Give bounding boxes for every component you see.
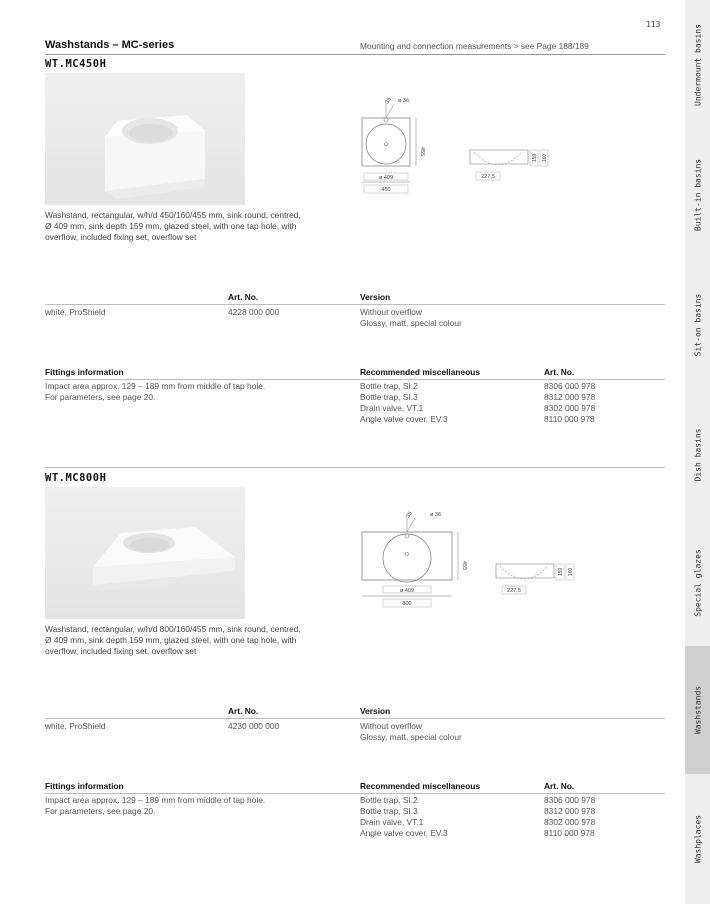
list-item: Bottle trap, SI.2: [360, 381, 418, 391]
list-item: 8110 000 978: [544, 414, 595, 424]
technical-drawing: [358, 506, 598, 621]
list-item: Drain valve, VT.1: [360, 817, 424, 827]
version-list: Without overflow Glossy, matt, special colour: [360, 721, 462, 742]
tab-dish-basins[interactable]: Dish basins: [693, 428, 702, 482]
misc-art-header: Art. No.: [544, 367, 575, 377]
misc-list: [360, 381, 448, 425]
list-item: Bottle trap, SI.3: [360, 392, 418, 402]
angle-label: 35: [405, 510, 414, 519]
list-item: 8306 000 978: [544, 381, 596, 391]
tab-sit-on-basins[interactable]: Sit-on basins: [693, 293, 702, 357]
tab-special-glazes[interactable]: Special glazes: [693, 549, 702, 617]
fittings-text: Impact area approx. 129 – 189 mm from middle of tap hole. For parameters, see page 20.: [45, 795, 266, 816]
technical-drawing: [358, 92, 558, 207]
page-number: 113: [646, 20, 661, 29]
side-height-label: 160: [542, 153, 548, 163]
bowl-diameter-label: ø 409: [399, 588, 415, 594]
tab-washplaces[interactable]: Washplaces: [693, 814, 702, 864]
fittings-text: Impact area approx. 129 – 189 mm from middle of tap hole. For parameters, see page 20.: [45, 381, 266, 402]
tap-diameter-label: ø 36: [398, 98, 410, 104]
version-header: Version: [360, 292, 391, 302]
misc-header: Recommended miscellaneous: [360, 781, 481, 791]
section-sidebar: [685, 0, 710, 904]
list-item: Angle valve cover, EV.3: [360, 828, 448, 838]
divider: [45, 379, 665, 380]
side-width-label: 227,5: [507, 588, 521, 594]
tap-diameter-label: ø 36: [430, 512, 442, 518]
version-list: Without overflow Glossy, matt, special colour: [360, 307, 462, 328]
page-title: Washstands – MC-series: [45, 39, 175, 51]
list-item: Drain valve, VT.1: [360, 403, 424, 413]
misc-art-header: Art. No.: [544, 781, 575, 791]
section-divider: [45, 467, 665, 468]
product-code: WT.MC800H: [45, 472, 107, 484]
tab-built-in-basins[interactable]: Built-in basins: [693, 158, 702, 232]
tab-washstands[interactable]: Washstands: [685, 646, 710, 774]
list-item: 8302 000 978: [544, 817, 596, 827]
version-header: Version: [360, 706, 391, 716]
list-item: 8312 000 978: [544, 806, 596, 816]
title-divider: [45, 54, 665, 55]
divider: [45, 793, 665, 794]
art-no-value: 4228 000 000: [228, 307, 280, 317]
side-width-label: 227,5: [481, 174, 495, 180]
angle-label: 35: [384, 96, 393, 105]
misc-art-list: [544, 795, 595, 839]
bowl-diameter-label: ø 409: [378, 175, 394, 181]
divider: [45, 304, 665, 305]
side-height-label: 160: [568, 567, 574, 577]
list-item: 8110 000 978: [544, 828, 595, 838]
list-item: Bottle trap, SI.3: [360, 806, 418, 816]
art-no-header: Art. No.: [228, 706, 259, 716]
divider: [45, 718, 665, 719]
product-photo: [45, 73, 245, 205]
art-no-value: 4230 000 000: [228, 721, 280, 731]
product-description: Washstand, rectangular, w/h/d 450/160/455 mm, sink round, centred, Ø 409 mm, sink depth 159 mm, glazed steel, with one tap hole, with overflow, included fixing set, overflow set: [45, 210, 301, 243]
variant-label: white, ProShield: [45, 721, 106, 731]
list-item: 8302 000 978: [544, 403, 596, 413]
mounting-note[interactable]: Mounting and connection measurements > see Page 188/189: [360, 41, 589, 51]
width-label: 450: [381, 187, 391, 193]
product-description: Washstand, rectangular, w/h/d 800/160/455 mm, sink round, centred, Ø 409 mm, sink depth 159 mm, glazed steel, with one tap hole, with overflow, included fixing set, overflow set: [45, 624, 301, 657]
side-height-label: 159: [558, 567, 564, 577]
list-item: Bottle trap, SI.2: [360, 795, 418, 805]
product-photo: [45, 487, 245, 619]
misc-art-list: [544, 381, 595, 425]
fittings-header: Fittings information: [45, 781, 124, 791]
art-no-header: Art. No.: [228, 292, 259, 302]
width-label: 800: [402, 601, 412, 607]
fittings-header: Fittings information: [45, 367, 124, 377]
product-code: WT.MC450H: [45, 58, 107, 70]
tab-undermount-basins[interactable]: Undermount basins: [693, 24, 702, 106]
side-height-label: 159: [532, 153, 538, 163]
variant-label: white, ProShield: [45, 307, 106, 317]
list-item: 8306 000 978: [544, 795, 596, 805]
depth-label: 455: [461, 561, 467, 571]
misc-list: [360, 795, 448, 839]
depth-label: 455: [419, 147, 425, 157]
list-item: 8312 000 978: [544, 392, 596, 402]
misc-header: Recommended miscellaneous: [360, 367, 481, 377]
list-item: Angle valve cover, EV.3: [360, 414, 448, 424]
